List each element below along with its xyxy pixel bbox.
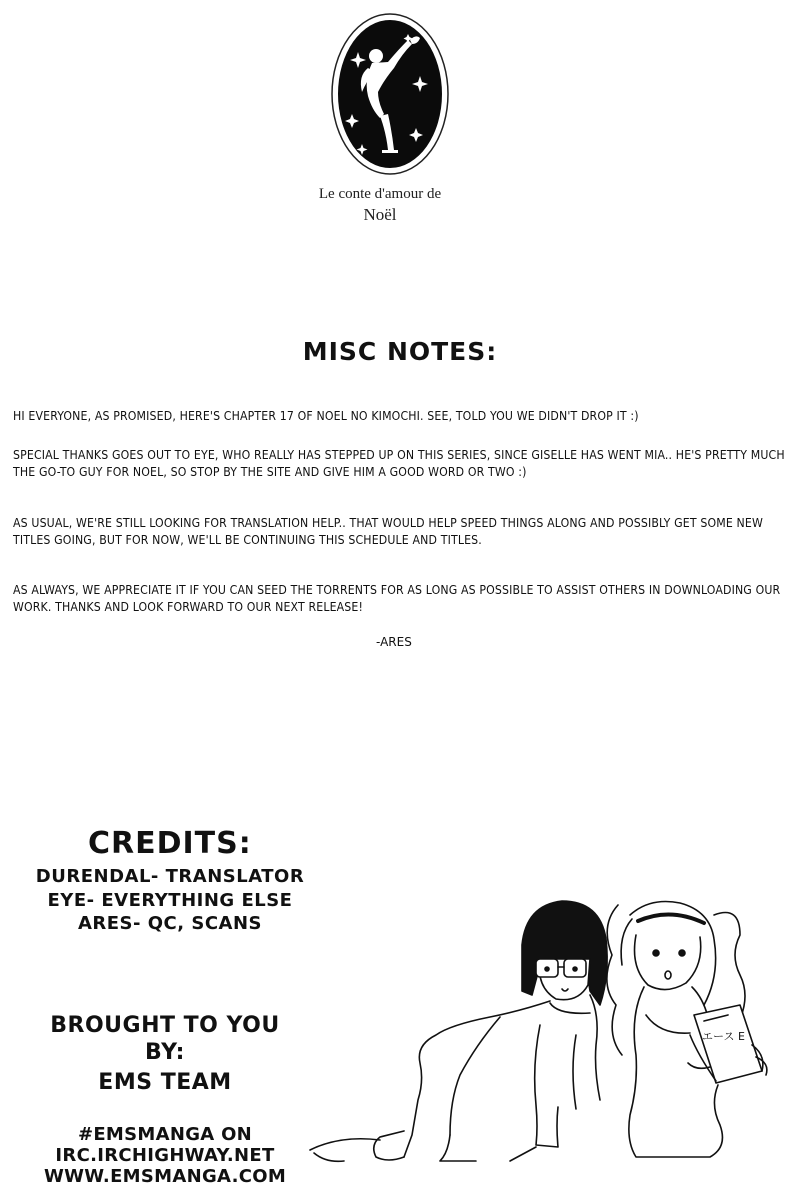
note-paragraph: AS USUAL, WE'RE STILL LOOKING FOR TRANSLATION HELP.. THAT WOULD HELP SPEED THINGS ALONG AND POSSIBLY GET SOME NEW TITLES GOING, BUT FOR NOW, WE'LL BE CONTINUING THIS SCHEDULE AND TITLES. bbox=[13, 516, 763, 547]
misc-notes-heading: MISC NOTES: bbox=[302, 337, 498, 366]
team-name: EMS TEAM bbox=[98, 1070, 232, 1095]
credit-line: DURENDAL- TRANSLATOR bbox=[35, 866, 305, 887]
irc-channel: #EMSMANGA ON bbox=[77, 1124, 253, 1145]
brought-line: BROUGHT TO YOU bbox=[50, 1013, 280, 1038]
logo-title: Noël bbox=[363, 205, 397, 224]
logo-subtitle: Le conte d'amour de bbox=[318, 186, 442, 202]
manga-illustration bbox=[300, 895, 780, 1170]
credit-line: ARES- QC, SCANS bbox=[77, 913, 263, 934]
skater-logo-icon bbox=[328, 10, 452, 178]
irc-server: IRC.IRCHIGHWAY.NET bbox=[55, 1145, 275, 1166]
note-paragraph: HI EVERYONE, AS PROMISED, HERE'S CHAPTER 17 OF NOEL NO KIMOCHI. SEE, TOLD YOU WE DIDN'T DROP IT :) bbox=[13, 409, 639, 423]
book-cover-text: エース E bbox=[702, 1030, 745, 1043]
signature: -ARES bbox=[376, 635, 412, 649]
brought-line: BY: bbox=[145, 1040, 185, 1065]
website-link[interactable]: WWW.EMSMANGA.COM bbox=[43, 1166, 287, 1187]
credit-line: EYE- EVERYTHING ELSE bbox=[47, 890, 293, 911]
credits-heading: CREDITS: bbox=[88, 826, 252, 861]
note-paragraph: AS ALWAYS, WE APPRECIATE IT IF YOU CAN SEED THE TORRENTS FOR AS LONG AS POSSIBLE TO ASSIST OTHERS IN DOWNLOADING OUR WORK. THANKS AND LOOK FORWARD TO OUR NEXT RELEASE! bbox=[13, 583, 781, 614]
note-paragraph: SPECIAL THANKS GOES OUT TO EYE, WHO REALLY HAS STEPPED UP ON THIS SERIES, SINCE GISELLE HAS WENT MIA.. HE'S PRETTY MUCH THE GO-TO GUY FOR NOEL, SO STOP BY THE SITE AND GIVE HIM A GOOD WORD OR TWO :) bbox=[13, 448, 785, 479]
